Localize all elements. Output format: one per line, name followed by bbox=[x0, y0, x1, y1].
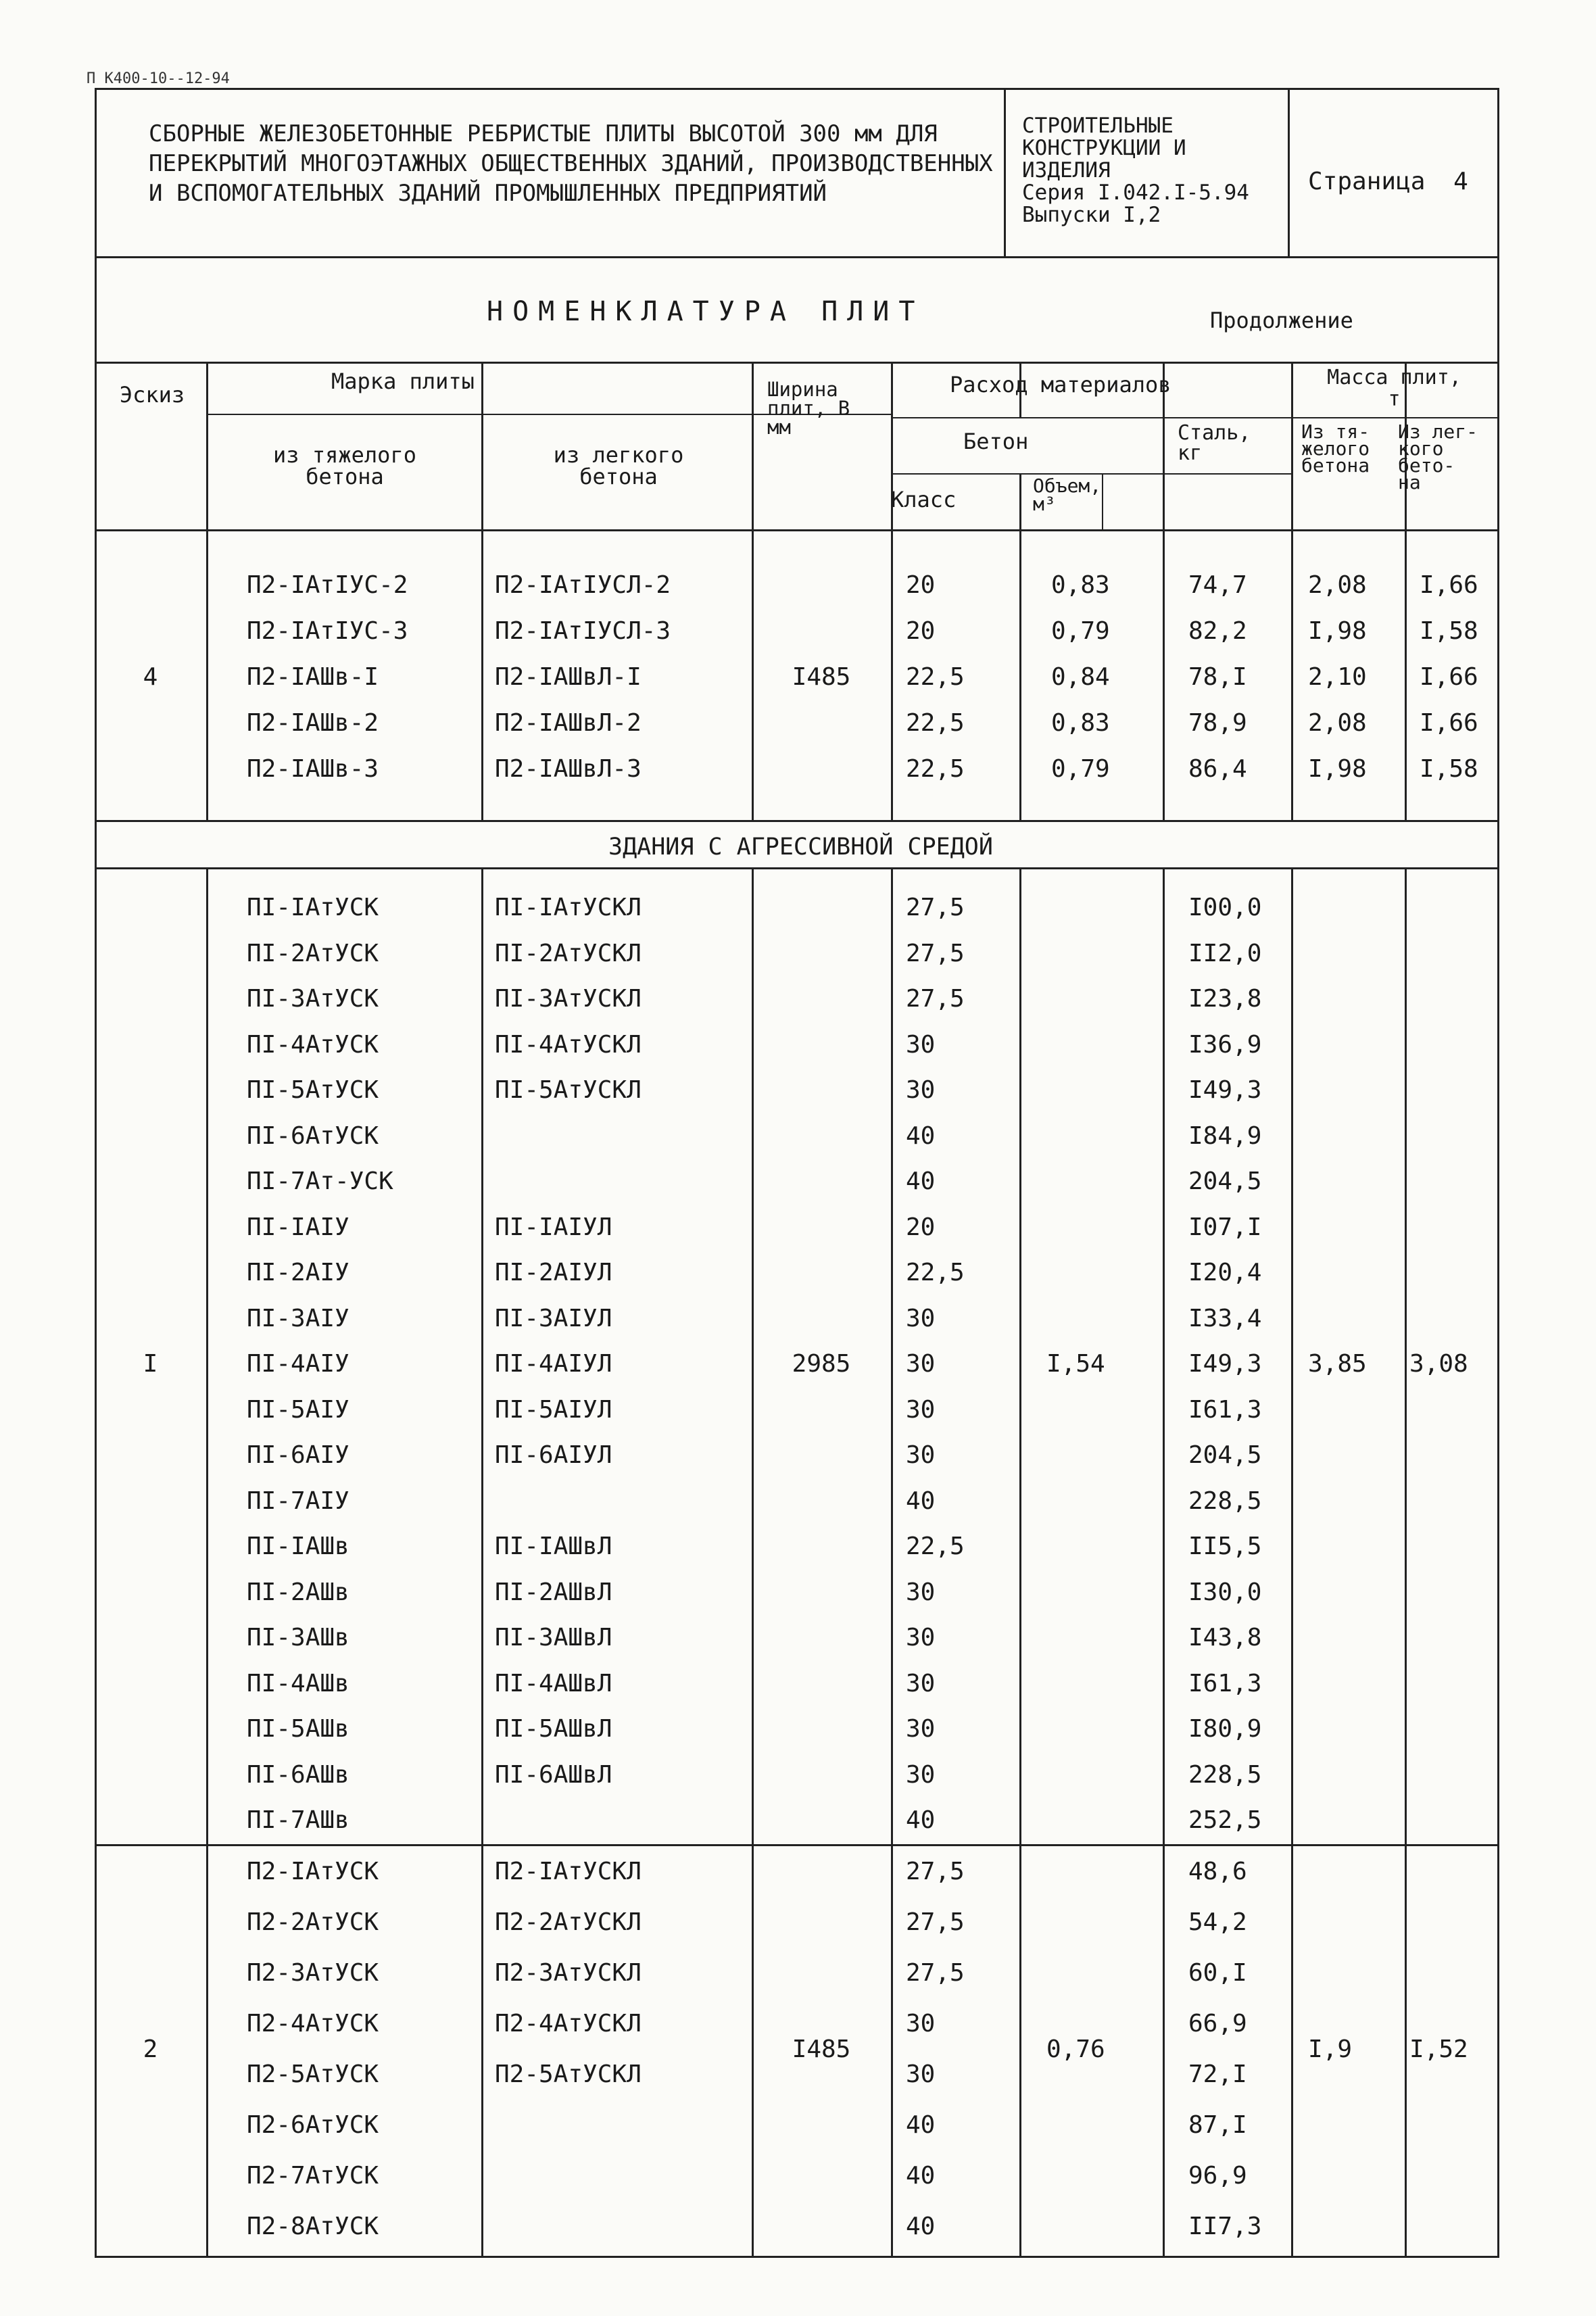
grid-line bbox=[481, 867, 483, 2257]
grid-line bbox=[481, 362, 483, 820]
group1-row-mark-heavy: ПI-5АIУ bbox=[247, 1395, 349, 1424]
group2-row-steel: 96,9 bbox=[1188, 2162, 1247, 2190]
group2-row-steel: 66,9 bbox=[1188, 2010, 1247, 2037]
group1-row-steel: I07,I bbox=[1188, 1213, 1262, 1241]
header-divider-1 bbox=[1004, 88, 1006, 258]
group4-row-mass-heavy: I,98 bbox=[1308, 755, 1367, 783]
grid-line bbox=[752, 362, 754, 820]
group1-row-steel: 228,5 bbox=[1188, 1760, 1262, 1789]
group1-row-mass-light: 3,08 bbox=[1409, 1350, 1468, 1378]
group4-row-mark-heavy: П2-IАШв-3 bbox=[247, 755, 379, 783]
title-block bbox=[95, 88, 1499, 258]
group1-row-mark-heavy: ПI-6АтУСК bbox=[247, 1121, 379, 1150]
group1-row-class: 30 bbox=[906, 1030, 936, 1059]
group1-row-mark-light: ПI-3АтУСКЛ bbox=[495, 985, 642, 1013]
group4-row-mark-light: П2-IАШвЛ-I bbox=[495, 663, 642, 691]
col-mass: Масса плит, т bbox=[1327, 366, 1461, 411]
group1-row-class: 40 bbox=[906, 1121, 936, 1150]
group1-row-mark-light: ПI-5АШвЛ bbox=[495, 1715, 612, 1743]
aggressive-environment-title: ЗДАНИЯ С АГРЕССИВНОЙ СРЕДОЙ bbox=[608, 834, 993, 861]
grid-line bbox=[95, 867, 1499, 869]
group1-row-mark-heavy: ПI-3АтУСК bbox=[247, 985, 379, 1013]
group1-row-mark-heavy: ПI-4АШв bbox=[247, 1669, 349, 1697]
group2-row-steel: 54,2 bbox=[1188, 1908, 1247, 1936]
group1-row-class: 30 bbox=[906, 1350, 936, 1378]
group1-row-class: 22,5 bbox=[906, 1533, 965, 1560]
group1-row-steel: I20,4 bbox=[1188, 1259, 1262, 1286]
col-mark-light: из легкого бетона bbox=[553, 442, 684, 489]
group1-row-class: 30 bbox=[906, 1715, 936, 1743]
grid-line bbox=[1102, 473, 1103, 529]
group1-row-mark-heavy: ПI-2АШв bbox=[247, 1578, 349, 1606]
grid-line bbox=[1163, 362, 1165, 820]
col-width: Ширина плит, В мм bbox=[767, 378, 850, 439]
group1-row-class: 30 bbox=[906, 1076, 936, 1104]
col-mark-heavy: из тяжелого бетона bbox=[273, 442, 416, 489]
group1-row-class: 27,5 bbox=[906, 894, 965, 921]
group4-row-mark-light: П2-IАШвЛ-2 bbox=[495, 709, 642, 737]
group4-row-mark-light: П2-IАШвЛ-3 bbox=[495, 755, 642, 783]
group1-row-steel: II2,0 bbox=[1188, 939, 1262, 967]
group2-row-mark-light: П2-3АтУСКЛ bbox=[495, 1959, 642, 1987]
group1-row-mark-light: ПI-6АШвЛ bbox=[495, 1760, 612, 1789]
group1-row-volume: I,54 bbox=[1046, 1350, 1105, 1378]
grid-line bbox=[891, 417, 1499, 418]
group2-row-mark-heavy: П2-IАтУСК bbox=[247, 1858, 379, 1885]
group2-row-mark-light: П2-5АтУСКЛ bbox=[495, 2060, 642, 2088]
group1-row-mark-light: ПI-2АШвЛ bbox=[495, 1578, 612, 1606]
group1-row-class: 30 bbox=[906, 1669, 936, 1697]
group4-row-volume: 0,83 bbox=[1051, 709, 1110, 737]
group1-row-mark-heavy: ПI-7АШв bbox=[247, 1806, 349, 1834]
group1-row-class: 22,5 bbox=[906, 1259, 965, 1286]
group1-row-class: 30 bbox=[906, 1578, 936, 1606]
group1-row-mark-light: ПI-3АIУЛ bbox=[495, 1304, 612, 1332]
group2-row-class: 27,5 bbox=[906, 1959, 965, 1987]
group1-row-mark-heavy: ПI-2АIУ bbox=[247, 1259, 349, 1286]
group1-row-mark-heavy: ПI-5АтУСК bbox=[247, 1076, 379, 1104]
grid-line bbox=[1019, 473, 1021, 820]
group1-row-steel: 252,5 bbox=[1188, 1806, 1262, 1834]
group1-row-steel: I49,3 bbox=[1188, 1350, 1262, 1378]
group2-row-volume: 0,76 bbox=[1046, 2035, 1105, 2063]
group2-row-class: 27,5 bbox=[906, 1858, 965, 1885]
group1-row-steel: I36,9 bbox=[1188, 1030, 1262, 1059]
group1-row-mark-light: ПI-IАIУЛ bbox=[495, 1213, 612, 1241]
group4-row-class: 20 bbox=[906, 617, 936, 645]
group1-row-mark-light: ПI-2АтУСКЛ bbox=[495, 939, 642, 967]
group4-row-mass-heavy: 2,08 bbox=[1308, 709, 1367, 737]
group2-row-class: 40 bbox=[906, 2111, 936, 2139]
group1-row-class: 27,5 bbox=[906, 939, 965, 967]
group4-row-steel: 78,9 bbox=[1188, 709, 1247, 737]
group4-row-mass-light: I,66 bbox=[1420, 663, 1478, 691]
group4-row-steel: 78,I bbox=[1188, 663, 1247, 691]
continuation-note: Продолжение bbox=[1210, 308, 1353, 333]
group2-row-mass-light: I,52 bbox=[1409, 2035, 1468, 2063]
group4-row-mark-heavy: П2-IАШв-2 bbox=[247, 709, 379, 737]
group1-row-mark-heavy: ПI-2АтУСК bbox=[247, 939, 379, 967]
group1-row-mark-heavy: ПI-4АIУ bbox=[247, 1350, 349, 1378]
group1-row-class: 30 bbox=[906, 1304, 936, 1332]
grid-line bbox=[1163, 867, 1165, 2257]
grid-line bbox=[95, 529, 1499, 531]
group2-row-steel: 87,I bbox=[1188, 2111, 1247, 2139]
group1-row-class: 40 bbox=[906, 1167, 936, 1195]
grid-line bbox=[1291, 362, 1293, 820]
group2-row-class: 30 bbox=[906, 2010, 936, 2037]
group2-row-steel: 60,I bbox=[1188, 1959, 1247, 1987]
group2-row-mark-light: П2-2АтУСКЛ bbox=[495, 1908, 642, 1936]
group4-row-volume: 0,83 bbox=[1051, 571, 1110, 599]
group4-row-mark-light: П2-IАтIУСЛ-2 bbox=[495, 571, 671, 599]
group2-row-width: I485 bbox=[792, 2035, 851, 2063]
group1-row-steel: II5,5 bbox=[1188, 1533, 1262, 1560]
group1-row-mark-light: ПI-IАШвЛ bbox=[495, 1533, 612, 1560]
col-mass-light: Из лег- кого бето- на bbox=[1398, 420, 1478, 493]
group1-row-mark-light: ПI-5АIУЛ bbox=[495, 1395, 612, 1424]
group1-row-mark-heavy: ПI-IАтУСК bbox=[247, 894, 379, 921]
group2-row-mark-heavy: П2-2АтУСК bbox=[247, 1908, 379, 1936]
group2-row-mark-light: П2-IАтУСКЛ bbox=[495, 1858, 642, 1885]
group4-row-class: 22,5 bbox=[906, 709, 965, 737]
group4-row-mass-heavy: 2,10 bbox=[1308, 663, 1367, 691]
grid-line bbox=[1405, 867, 1406, 2257]
group1-row-steel: 204,5 bbox=[1188, 1441, 1262, 1469]
group1-row-mark-light: ПI-2АIУЛ bbox=[495, 1259, 612, 1286]
document-title: СБОРНЫЕ ЖЕЛЕЗОБЕТОННЫЕ РЕБРИСТЫЕ ПЛИТЫ ВЫСОТОЙ 300 мм ДЛЯ ПЕРЕКРЫТИЙ МНОГОЭТАЖНЫХ ОБЩЕСТВЕННЫХ ЗДАНИЙ, ПРОИЗВОДСТВЕННЫХ И ВСПОМОГАТЕЛЬНЫХ ЗДАНИЙ ПРОМЫШЛЕННЫХ ПРЕДПРИЯТИЙ bbox=[149, 120, 993, 207]
group4-row-mass-light: I,66 bbox=[1420, 571, 1478, 599]
group2-row-mass-heavy: I,9 bbox=[1308, 2035, 1353, 2063]
group2-row-class: 30 bbox=[906, 2060, 936, 2088]
group1-row-mark-heavy: ПI-5АШв bbox=[247, 1715, 349, 1743]
grid-line bbox=[95, 1844, 1499, 1846]
group1-row-class: 30 bbox=[906, 1395, 936, 1424]
page-indicator bbox=[1308, 168, 1468, 195]
group1-row-mark-light: ПI-6АIУЛ bbox=[495, 1441, 612, 1469]
group1-row-mark-light: ПI-IАтУСКЛ bbox=[495, 894, 642, 921]
group1-row-mark-light: ПI-4АIУЛ bbox=[495, 1350, 612, 1378]
group1-row-sketch: I bbox=[143, 1350, 158, 1378]
group2-row-steel: II7,3 bbox=[1188, 2213, 1262, 2240]
series-info: СТРОИТЕЛЬНЫЕ КОНСТРУКЦИИ И ИЗДЕЛИЯ Серия I.042.I-5.94 Выпуски I,2 bbox=[1022, 114, 1249, 227]
col-volume: Объем, м³ bbox=[1033, 475, 1102, 515]
grid-line bbox=[1019, 867, 1021, 2257]
group4-row-mark-heavy: П2-IАтIУС-2 bbox=[247, 571, 408, 599]
col-materials: Расход материалов bbox=[950, 372, 1171, 397]
col-mass-heavy: Из тя- желого бетона bbox=[1301, 420, 1370, 477]
group1-row-steel: I61,3 bbox=[1188, 1395, 1262, 1424]
group1-row-steel: 204,5 bbox=[1188, 1167, 1262, 1195]
group2-row-mark-heavy: П2-5АтУСК bbox=[247, 2060, 379, 2088]
group1-row-class: 27,5 bbox=[906, 985, 965, 1013]
group4-row-mass-light: I,66 bbox=[1420, 709, 1478, 737]
grid-line bbox=[891, 362, 893, 820]
group4-row-steel: 86,4 bbox=[1188, 755, 1247, 783]
grid-line bbox=[206, 867, 208, 2257]
group2-row-mark-heavy: П2-8АтУСК bbox=[247, 2213, 379, 2240]
page-number: 4 bbox=[1453, 168, 1468, 195]
group4-row-steel: 82,2 bbox=[1188, 617, 1247, 645]
col-mark: Марка плиты bbox=[331, 368, 475, 394]
group4-row-width: I485 bbox=[792, 663, 851, 691]
group1-row-steel: I33,4 bbox=[1188, 1304, 1262, 1332]
group1-row-mark-heavy: ПI-IАШв bbox=[247, 1533, 349, 1560]
group1-row-mark-heavy: ПI-7АIУ bbox=[247, 1487, 349, 1515]
group2-row-class: 27,5 bbox=[906, 1908, 965, 1936]
group1-row-mark-heavy: ПI-3АШв bbox=[247, 1624, 349, 1651]
grid-line bbox=[1291, 867, 1293, 2257]
group2-row-steel: 72,I bbox=[1188, 2060, 1247, 2088]
group2-row-mark-heavy: П2-3АтУСК bbox=[247, 1959, 379, 1987]
group1-row-width: 2985 bbox=[792, 1350, 851, 1378]
group1-row-steel: I23,8 bbox=[1188, 985, 1262, 1013]
group1-row-steel: I61,3 bbox=[1188, 1669, 1262, 1697]
group2-row-mark-heavy: П2-6АтУСК bbox=[247, 2111, 379, 2139]
group4-row-sketch: 4 bbox=[143, 663, 158, 691]
group1-row-mark-heavy: ПI-IАIУ bbox=[247, 1213, 349, 1241]
group1-row-steel: I43,8 bbox=[1188, 1624, 1262, 1651]
group1-row-class: 20 bbox=[906, 1213, 936, 1241]
group1-row-steel: I80,9 bbox=[1188, 1715, 1262, 1743]
group4-row-volume: 0,79 bbox=[1051, 755, 1110, 783]
group4-row-mass-heavy: I,98 bbox=[1308, 617, 1367, 645]
group4-row-class: 22,5 bbox=[906, 663, 965, 691]
grid-line bbox=[95, 362, 1499, 364]
group1-row-mark-heavy: ПI-7Ат-УСК bbox=[247, 1167, 393, 1195]
group2-row-mark-light: П2-4АтУСКЛ bbox=[495, 2010, 642, 2037]
group1-row-mark-heavy: ПI-6АШв bbox=[247, 1760, 349, 1789]
group1-row-steel: I49,3 bbox=[1188, 1076, 1262, 1104]
group2-row-mark-heavy: П2-7АтУСК bbox=[247, 2162, 379, 2190]
col-steel: Сталь, кг bbox=[1178, 421, 1251, 465]
group2-row-steel: 48,6 bbox=[1188, 1858, 1247, 1885]
group1-row-mark-heavy: ПI-4АтУСК bbox=[247, 1030, 379, 1059]
group1-row-class: 30 bbox=[906, 1624, 936, 1651]
group1-row-steel: 228,5 bbox=[1188, 1487, 1262, 1515]
col-concrete: Бетон bbox=[963, 429, 1029, 454]
group1-row-class: 40 bbox=[906, 1806, 936, 1834]
group1-row-mark-light: ПI-5АтУСКЛ bbox=[495, 1076, 642, 1104]
col-sketch: Эскиз bbox=[119, 382, 185, 408]
grid-line bbox=[95, 820, 1499, 822]
group1-row-steel: I84,9 bbox=[1188, 1121, 1262, 1150]
document-code: П К400-10--12-94 bbox=[87, 70, 230, 87]
group2-row-class: 40 bbox=[906, 2213, 936, 2240]
group4-row-volume: 0,84 bbox=[1051, 663, 1110, 691]
group1-row-steel: I00,0 bbox=[1188, 894, 1262, 921]
group4-row-mass-light: I,58 bbox=[1420, 755, 1478, 783]
section-title: НОМЕНКЛАТУРА ПЛИТ bbox=[487, 296, 925, 327]
group4-row-steel: 74,7 bbox=[1188, 571, 1247, 599]
group1-row-mark-heavy: ПI-3АIУ bbox=[247, 1304, 349, 1332]
group4-row-class: 22,5 bbox=[906, 755, 965, 783]
group4-row-mark-light: П2-IАтIУСЛ-3 bbox=[495, 617, 671, 645]
group1-row-mark-light: ПI-3АШвЛ bbox=[495, 1624, 612, 1651]
group4-row-mass-light: I,58 bbox=[1420, 617, 1478, 645]
grid-line bbox=[891, 867, 893, 2257]
group1-row-class: 40 bbox=[906, 1487, 936, 1515]
group4-row-volume: 0,79 bbox=[1051, 617, 1110, 645]
group4-row-mark-heavy: П2-IАШв-I bbox=[247, 663, 379, 691]
header-divider-2 bbox=[1288, 88, 1290, 258]
group1-row-class: 30 bbox=[906, 1441, 936, 1469]
group1-row-class: 30 bbox=[906, 1760, 936, 1789]
grid-line bbox=[206, 362, 208, 820]
page-label: Страница bbox=[1308, 168, 1426, 195]
group4-row-class: 20 bbox=[906, 571, 936, 599]
col-class: Класс bbox=[891, 487, 957, 512]
group2-row-sketch: 2 bbox=[143, 2035, 158, 2063]
group1-row-steel: I30,0 bbox=[1188, 1578, 1262, 1606]
group4-row-mass-heavy: 2,08 bbox=[1308, 571, 1367, 599]
group1-row-mark-heavy: ПI-6АIУ bbox=[247, 1441, 349, 1469]
group1-row-mass-heavy: 3,85 bbox=[1308, 1350, 1367, 1378]
group4-row-mark-heavy: П2-IАтIУС-3 bbox=[247, 617, 408, 645]
group2-row-class: 40 bbox=[906, 2162, 936, 2190]
group1-row-mark-light: ПI-4АтУСКЛ bbox=[495, 1030, 642, 1059]
group1-row-mark-light: ПI-4АШвЛ bbox=[495, 1669, 612, 1697]
group2-row-mark-heavy: П2-4АтУСК bbox=[247, 2010, 379, 2037]
